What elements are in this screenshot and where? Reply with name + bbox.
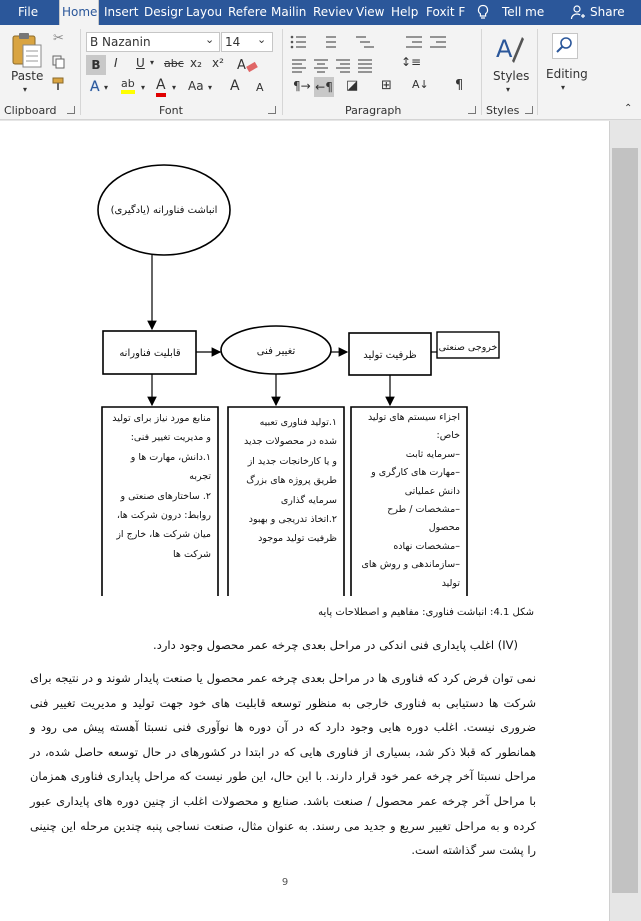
page-number: 9 — [281, 877, 289, 888]
styles-icon[interactable] — [494, 33, 524, 65]
tab-view[interactable]: View — [356, 5, 385, 19]
copy-icon[interactable] — [52, 55, 66, 69]
justify-icon[interactable] — [356, 55, 374, 73]
scrollbar-thumb[interactable] — [612, 148, 638, 893]
paragraph-list-row — [290, 33, 480, 51]
ribbon-tab-bar — [0, 0, 641, 25]
underline-dropdown-icon[interactable]: ▾ — [150, 58, 155, 67]
paragraph-group-label: Paragraph — [345, 104, 402, 117]
clipboard-group-label: Clipboard — [4, 104, 57, 117]
font-launcher-icon[interactable] — [268, 106, 276, 114]
change-case-button[interactable]: Aa — [188, 79, 204, 93]
styles-launcher-icon[interactable] — [525, 106, 533, 114]
ribbon-divider — [481, 29, 482, 115]
ribbon-divider — [537, 29, 538, 115]
accumulation-label: انباشت فناورانه (یادگیری) — [110, 205, 218, 216]
tab-mailings[interactable]: Mailin — [271, 5, 307, 19]
find-magnifier-icon[interactable] — [553, 34, 577, 58]
bullets-icon[interactable] — [290, 31, 310, 51]
list-item: –سازماندهی و روش های — [361, 559, 460, 571]
font-color-button[interactable]: A — [156, 77, 166, 97]
tab-references[interactable]: Refere — [228, 5, 267, 19]
italic-button[interactable]: I — [114, 56, 118, 70]
list-item: تولید — [441, 577, 460, 589]
editing-dropdown-icon[interactable]: ▾ — [561, 83, 566, 92]
tab-help[interactable]: Help — [391, 5, 419, 19]
font-size-dropdown-icon[interactable]: ⌄ — [257, 33, 267, 46]
tab-layout[interactable]: Layou — [186, 5, 223, 19]
list-item-iv: (IV) اغلب پایداری فنی اندکی در مراحل بعدی چرخه عمر محصول وجود دارد. — [153, 638, 518, 652]
tab-foxit-pdf[interactable]: Foxit F — [426, 5, 466, 19]
font-name-dropdown-icon[interactable]: ⌄ — [205, 33, 215, 46]
format-painter-icon[interactable] — [52, 77, 68, 91]
figure-caption: شکل 4.1: انباشت فناوری: مفاهیم و اصطلاحات پایه — [318, 607, 534, 618]
list-item: میان شرکت ها، خارج از — [116, 529, 211, 541]
list-item: ۲.اتخاذ تدریجی و بهبود — [248, 514, 337, 526]
text-effects-button[interactable]: A — [90, 79, 100, 95]
production-column-text — [352, 408, 466, 596]
multilevel-list-icon[interactable] — [352, 31, 376, 51]
tell-me-search[interactable]: Tell me — [502, 5, 545, 19]
body-paragraph: نمی توان فرض کرد که فناوری ها در مراحل بعدی چرخه عمر محصول یا صنعت پایدار شوند و در نتیجه برای شرکت ها دستیابی به فناوری خارجی به منظور توسعه قابلیت های خود جهت تولید و مدیریت تغییر فنی ضروری نیست. اغلب دوره هایی وجود دارد که در آن دوره ها نوآوری فنی نسبتا آهسته پیش می رود و همانطور که قبلا ذکر شد، بسیاری از فناوری هایی که در ابتدا در کشورهای در حال توسعه حاصل شده، در مراحل نسبتا آخر چرخه عمر خود قرار دارند. با این حال، این طور نیست که مراحل پایداری فناوری همزمان با مراحل آخر چرخه عمر محصول / صنعت باشد. صنایع و محصولات اغلب از چنین دوره های پایداری عبور کرده و به مراحل تغییر سریع و جدید می رسند. به عنوان مثال، صنعت نساجی پنبه چندین مرحله این چنینی را پشت سر گذاشته است. — [30, 671, 536, 858]
list-item: –مهارت های کارگری و — [371, 467, 460, 479]
text-effects-dropdown-icon[interactable]: ▾ — [104, 83, 109, 92]
lightbulb-icon[interactable] — [475, 4, 491, 20]
paste-button[interactable]: Paste — [11, 69, 44, 83]
highlight-dropdown-icon[interactable]: ▾ — [141, 83, 146, 92]
subscript-button[interactable]: x₂ — [190, 56, 202, 70]
highlight-color-button[interactable]: ab — [121, 77, 135, 94]
show-formatting-icon[interactable]: ¶ — [455, 78, 464, 93]
list-item: محصول — [428, 522, 460, 534]
svg-text:A: A — [237, 58, 246, 73]
shrink-font-button[interactable]: A — [256, 81, 264, 94]
share-button[interactable]: Share — [590, 5, 625, 19]
tab-insert[interactable]: Insert — [104, 5, 139, 19]
grow-font-button[interactable]: A — [230, 78, 240, 94]
tab-review[interactable]: Reviev — [313, 5, 354, 19]
list-item: ۱.دانش، مهارت ها و — [130, 451, 211, 463]
clear-formatting-icon[interactable] — [236, 56, 260, 74]
clipboard-launcher-icon[interactable] — [67, 106, 75, 114]
paste-dropdown-icon[interactable]: ▾ — [23, 85, 28, 94]
styles-button[interactable]: Styles — [493, 69, 530, 83]
decrease-indent-icon[interactable] — [402, 31, 424, 51]
ribbon-home — [0, 25, 641, 120]
align-left-icon[interactable] — [290, 55, 308, 73]
svg-text:A: A — [496, 35, 513, 63]
resources-column-text — [103, 408, 217, 596]
list-item: شرکت ها — [173, 548, 211, 560]
shading-icon[interactable]: ◪ — [346, 78, 359, 93]
list-item: منابع مورد نیاز برای تولید — [112, 413, 211, 424]
list-item: تجربه — [189, 471, 211, 483]
list-item: اجزاء سیستم های تولید — [367, 412, 460, 423]
capability-label: قابلیت فناورانه — [119, 348, 181, 359]
list-item: دانش عملیاتی — [404, 485, 460, 497]
editing-icon-frame — [552, 33, 578, 59]
align-center-icon[interactable] — [312, 55, 330, 73]
styles-group-label: Styles — [486, 104, 520, 117]
cut-icon[interactable]: ✂ — [53, 31, 64, 46]
tab-design[interactable]: Desigr — [144, 5, 183, 19]
ribbon-divider — [80, 29, 81, 115]
line-spacing-icon[interactable]: ↕≡ — [401, 55, 422, 69]
tab-file[interactable]: File — [18, 5, 39, 19]
align-right-icon[interactable] — [334, 55, 352, 73]
list-item: ۲. ساختارهای صنعتی و — [120, 490, 211, 502]
list-item: طریق پروژه های بزرگ — [246, 475, 337, 487]
superscript-button[interactable]: x² — [212, 56, 224, 70]
paragraph-launcher-icon[interactable] — [468, 106, 476, 114]
capacity-label: ظرفیت تولید — [363, 350, 417, 361]
list-item: ۱.تولید فناوری تعبیه — [259, 417, 337, 428]
share-person-icon[interactable] — [570, 4, 586, 20]
list-item: –مشخصات / طرح — [387, 504, 460, 516]
sort-icon[interactable]: A↓ — [412, 78, 429, 91]
industrial-output-label: خروجی صنعتی — [438, 342, 498, 353]
ltr-direction-icon[interactable]: ¶→ — [293, 79, 311, 93]
styles-dropdown-icon[interactable]: ▾ — [506, 85, 511, 94]
change-column-text — [229, 412, 343, 596]
tab-home[interactable]: Home — [59, 0, 99, 25]
ribbon-divider — [282, 29, 283, 115]
increase-indent-icon[interactable] — [426, 31, 448, 51]
font-size-input[interactable]: 14 — [221, 32, 273, 52]
font-color-dropdown-icon[interactable]: ▾ — [172, 83, 177, 92]
list-item: –سرمایه ثابت — [405, 448, 460, 460]
font-group-label: Font — [159, 104, 183, 117]
list-item: و یا کارخانجات جدید از — [247, 455, 337, 467]
collapse-ribbon-icon[interactable]: ⌃ — [624, 103, 633, 114]
underline-button[interactable]: U — [136, 56, 145, 70]
numbering-icon[interactable] — [320, 31, 340, 51]
list-item: –مشخصات نهاده — [393, 540, 460, 552]
technical-change-label: تغییر فنی — [256, 346, 296, 357]
rtl-direction-icon[interactable]: ←¶ — [314, 77, 334, 97]
change-case-dropdown-icon[interactable]: ▾ — [208, 83, 213, 92]
list-item: سرمایه گذاری — [280, 494, 337, 506]
list-item: خاص: — [436, 430, 460, 442]
list-item: روابط: درون شرکت ها، — [116, 510, 211, 522]
list-item: شده در محصولات جدید — [243, 436, 337, 448]
bold-button[interactable]: B — [86, 55, 106, 75]
strikethrough-button[interactable]: abc — [164, 57, 184, 70]
list-item: ظرفیت تولید موجود — [258, 533, 337, 545]
list-item: و مدیریت تغییر فنی: — [130, 432, 211, 444]
borders-icon[interactable]: ⊞ — [381, 78, 392, 93]
editing-button[interactable]: Editing — [546, 67, 588, 81]
font-name-input[interactable]: B Nazanin — [86, 32, 220, 52]
paste-icon[interactable] — [10, 31, 44, 69]
